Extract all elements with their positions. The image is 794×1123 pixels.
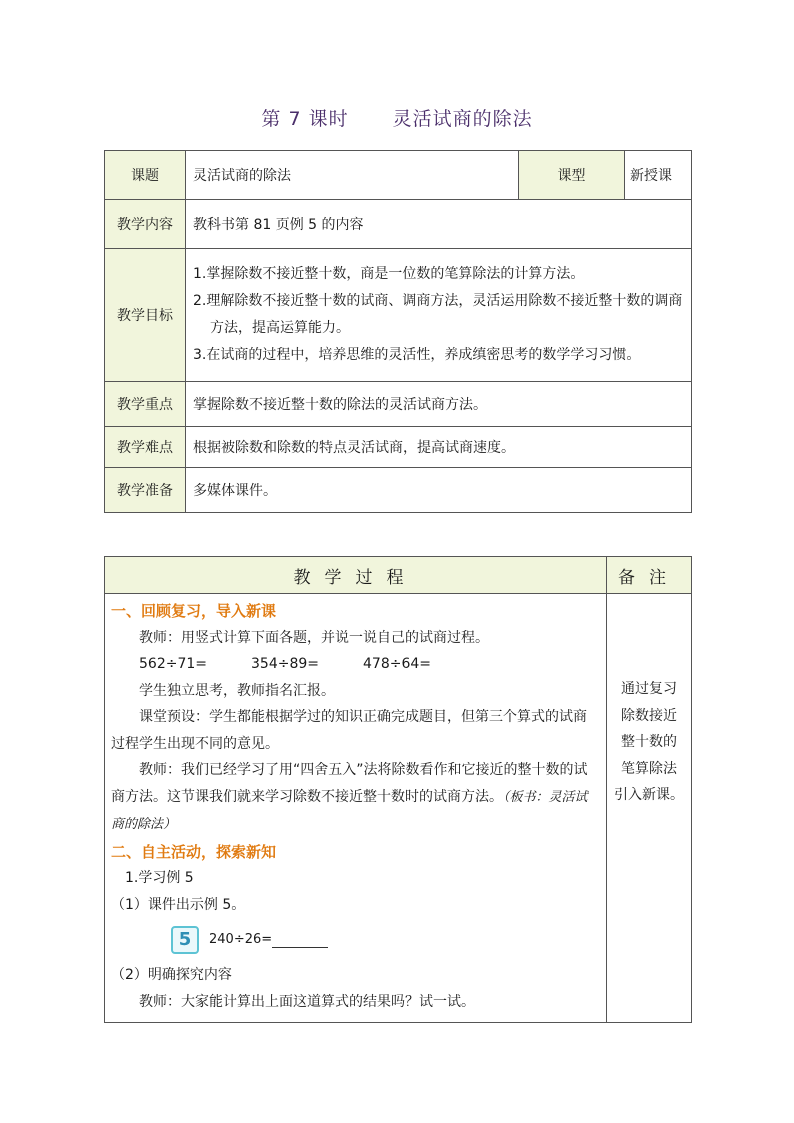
- process-header-row: [105, 557, 692, 594]
- calc-item: 478÷64=: [363, 656, 431, 672]
- section-heading: 二、自主活动，探索新知: [111, 842, 277, 861]
- difficulty-label: 教学难点: [105, 427, 186, 468]
- key-value: 掌握除数不接近整十数的除法的灵活试商方法。: [186, 382, 692, 427]
- board-note: （板书：灵活试商的除法）: [111, 789, 588, 832]
- type-label: 课型: [519, 151, 625, 200]
- lesson-info-table: [104, 150, 692, 513]
- step-line: （1）课件出示例 5。: [111, 896, 246, 913]
- prep-value: 多媒体课件。: [186, 468, 692, 513]
- calc-item: 562÷71=: [139, 656, 207, 672]
- process-content: [105, 594, 607, 1023]
- difficulty-value: 根据被除数和除数的特点灵活试商，提高试商速度。: [186, 427, 692, 468]
- note-line: 除数接近: [621, 707, 677, 724]
- paragraph: [111, 757, 600, 839]
- teaching-process-table: [104, 556, 692, 1023]
- note-line: 整十数的: [621, 734, 677, 750]
- step-line: （2）明确探究内容: [111, 967, 232, 983]
- note-line: 笔算除法: [621, 760, 677, 777]
- difficulty-row: [105, 427, 692, 468]
- goal-item: 1.掌握除数不接近整十数，商是一位数的笔算除法的计算方法。: [193, 266, 585, 282]
- goal-item: 2.理解除数不接近整十数的试商、调商方法，灵活运用除数不接近整十数的调商方法，提高运算能力。: [193, 293, 683, 336]
- topic-value: 灵活试商的除法: [186, 151, 519, 200]
- example-box: [111, 918, 600, 962]
- notes-column: [607, 594, 692, 1023]
- paragraph: 学生独立思考，教师指名汇报。: [139, 682, 335, 699]
- notes-header: 备注: [607, 557, 692, 594]
- sub-heading: 1.学习例 5: [125, 870, 194, 886]
- process-body-row: [105, 594, 692, 1023]
- goal-item: 3.在试商的过程中，培养思维的灵活性，养成缜密思考的数学学习习惯。: [193, 347, 641, 363]
- content-row: [105, 200, 692, 249]
- content-label: 教学内容: [105, 200, 186, 249]
- example-number-badge: 5: [171, 926, 199, 954]
- process-header: 教学过程: [105, 557, 607, 594]
- goals-list: [186, 249, 692, 382]
- note-line: 通过复习: [621, 681, 677, 697]
- calc-item: 354÷89=: [251, 656, 319, 672]
- prep-row: [105, 468, 692, 513]
- page-title: [0, 104, 794, 131]
- goals-row: [105, 249, 692, 382]
- section-heading: 一、回顾复习，导入新课: [111, 602, 277, 620]
- paragraph: 教师：大家能计算出上面这道算式的结果吗？试一试。: [139, 993, 475, 1010]
- topic-label: 课题: [105, 151, 186, 200]
- key-row: [105, 382, 692, 427]
- note-line: 引入新课。: [614, 787, 684, 803]
- type-value: 新授课: [625, 151, 692, 200]
- content-value: 教科书第 81 页例 5 的内容: [186, 200, 692, 249]
- key-label: 教学重点: [105, 382, 186, 427]
- prep-label: 教学准备: [105, 468, 186, 513]
- paragraph: 课堂预设：学生都能根据学过的知识正确完成题目，但第三个算式的试商过程学生出现不同的意见。: [111, 709, 587, 752]
- lesson-topic: 灵活试商的除法: [392, 108, 533, 130]
- lesson-number: 第 7 课时: [261, 108, 349, 130]
- review-calcs: [111, 651, 600, 678]
- topic-row: [105, 151, 692, 200]
- paragraph-text: 教师：我们已经学习了用“四舍五入”法将除数看作和它接近的整十数的试商方法。这节课我们就来学习除数不接近整十数时的试商方法。: [111, 762, 588, 805]
- answer-blank: [272, 933, 328, 948]
- example-equation: 240÷26=: [209, 932, 273, 947]
- goals-label: 教学目标: [105, 249, 186, 382]
- paragraph: 教师：用竖式计算下面各题，并说一说自己的试商过程。: [139, 629, 489, 646]
